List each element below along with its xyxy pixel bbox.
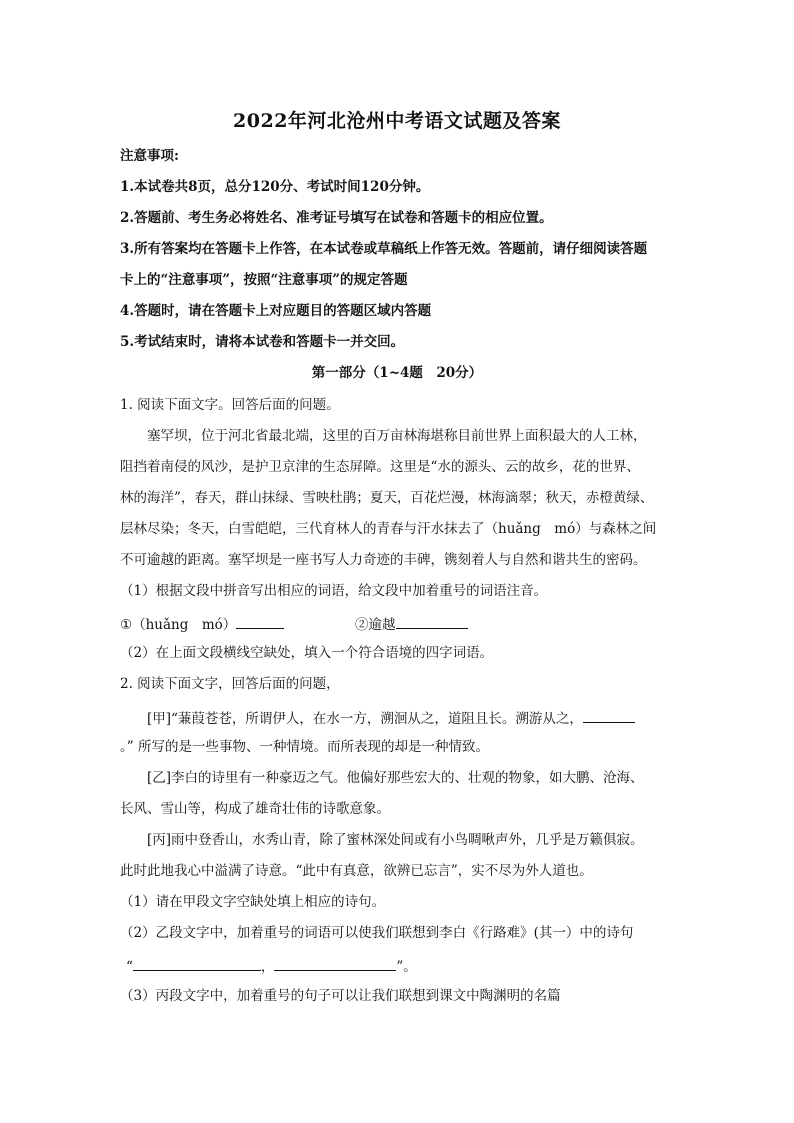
notice-item: 4.答题时，请在答题卡上对应题目的答题区域内答题 [120,303,432,319]
question-2-prompt: 2. 阅读下面文字，回答后面的问题， [120,676,340,692]
passage-yi-line-2: 长风、雪山等，构成了雄奇壮伟的诗歌意象。 [120,801,390,817]
passage-line: 林的海洋”，春天，群山抹绿、雪映杜鹃；夏天，百花烂漫，林海滴翠；秋天，赤橙黄绿、 [120,490,654,506]
answer-row-1b [355,614,468,633]
blank-a-line[interactable] [236,614,284,629]
notice-item: 2.答题前、考生务必将姓名、准考证号填写在试卷和答题卡的相应位置。 [120,210,553,226]
close-quote: ”。 [396,959,417,975]
question-2-sub2: （2）乙段文字中，加着重号的词语可以使我们联想到李白《行路难》(其一）中的诗句 [120,925,634,941]
notice-item: 卡上的“注意事项”，按照“注意事项”的规定答题 [120,272,408,288]
passage-jia-line [147,708,635,727]
notice-item: 1.本试卷共8页，总分120分、考试时间120分钟。 [120,179,430,195]
passage-bing-line: [丙]雨中登香山，水秀山青，除了蜜林深处间或有小鸟啁啾声外，几乎是万籁俱寂。 [147,832,644,848]
answer-row-2 [126,956,417,975]
answer-row-1 [120,614,284,633]
question-2-sub1: （1）请在甲段文字空缺处填上相应的诗句。 [120,894,386,910]
passage-yi-line: [乙]李白的诗里有一种豪迈之气。他偏好那些宏大的、壮观的物象，如大鹏、沧海、 [147,770,644,786]
blank-a-label: ①（huǎng mó） [120,617,237,633]
poem-blank-2[interactable] [274,956,396,971]
blank-b-label: ②逾越 [355,617,396,633]
notice-heading: 注意事项: [120,148,179,164]
jia-blank-line[interactable] [583,708,635,723]
blank-b-line[interactable] [396,614,468,629]
passage-line: 层林尽染；冬天，白雪皑皑，三代育林人的青春与汗水抹去了（huǎng mó）与森林之间 [120,521,657,537]
section-heading: 第一部分（1~4题 20分） [311,365,483,381]
notice-item: 5.考试结束时，请将本试卷和答题卡一并交回。 [120,334,405,350]
passage-line: 阻挡着南侵的风沙，是护卫京津的生态屏障。这里是“水的源头、云的故乡，花的世界、 [120,459,640,475]
passage-jia-text: [甲]“蒹葭苍苍，所谓伊人，在水一方，溯洄从之，道阻且长。溯游从之， [147,711,583,727]
passage-jia-line-2: 。” 所写的是一些事物、一种情境。而所表现的却是一种情致。 [120,739,489,755]
open-quote: “ [126,959,133,975]
passage-line: 塞罕坝，位于河北省最北端，这里的百万亩林海堪称目前世界上面积最大的人工林， [147,428,647,444]
comma: ， [260,959,275,975]
passage-bing-line-2: 此时此地我心中溢满了诗意。“此中有真意，欲辨已忘言”，实不尽为外人道也。 [120,863,593,879]
page-title: 2022年河北沧州中考语文试题及答案 [233,110,561,132]
poem-blank-1[interactable] [133,956,261,971]
passage-line: 不可逾越的距离。塞罕坝是一座书写人力奇迹的丰碑，镌刻着人与自然和谐共生的密码。 [120,552,647,568]
question-1-sub1: （1）根据文段中拼音写出相应的词语，给文段中加着重号的词语注音。 [120,583,548,599]
question-1-prompt: 1. 阅读下面文字。回答后面的问题。 [120,397,340,413]
notice-item: 3.所有答案均在答题卡上作答，在本试卷或草稿纸上作答无效。答题前，请仔细阅读答题 [120,241,648,257]
question-1-sub2: （2）在上面文段横线空缺处，填入一个符合语境的四字词语。 [120,645,494,661]
question-2-sub3: （3）丙段文字中，加着重号的句子可以让我们联想到课文中陶渊明的名篇 [120,988,561,1004]
